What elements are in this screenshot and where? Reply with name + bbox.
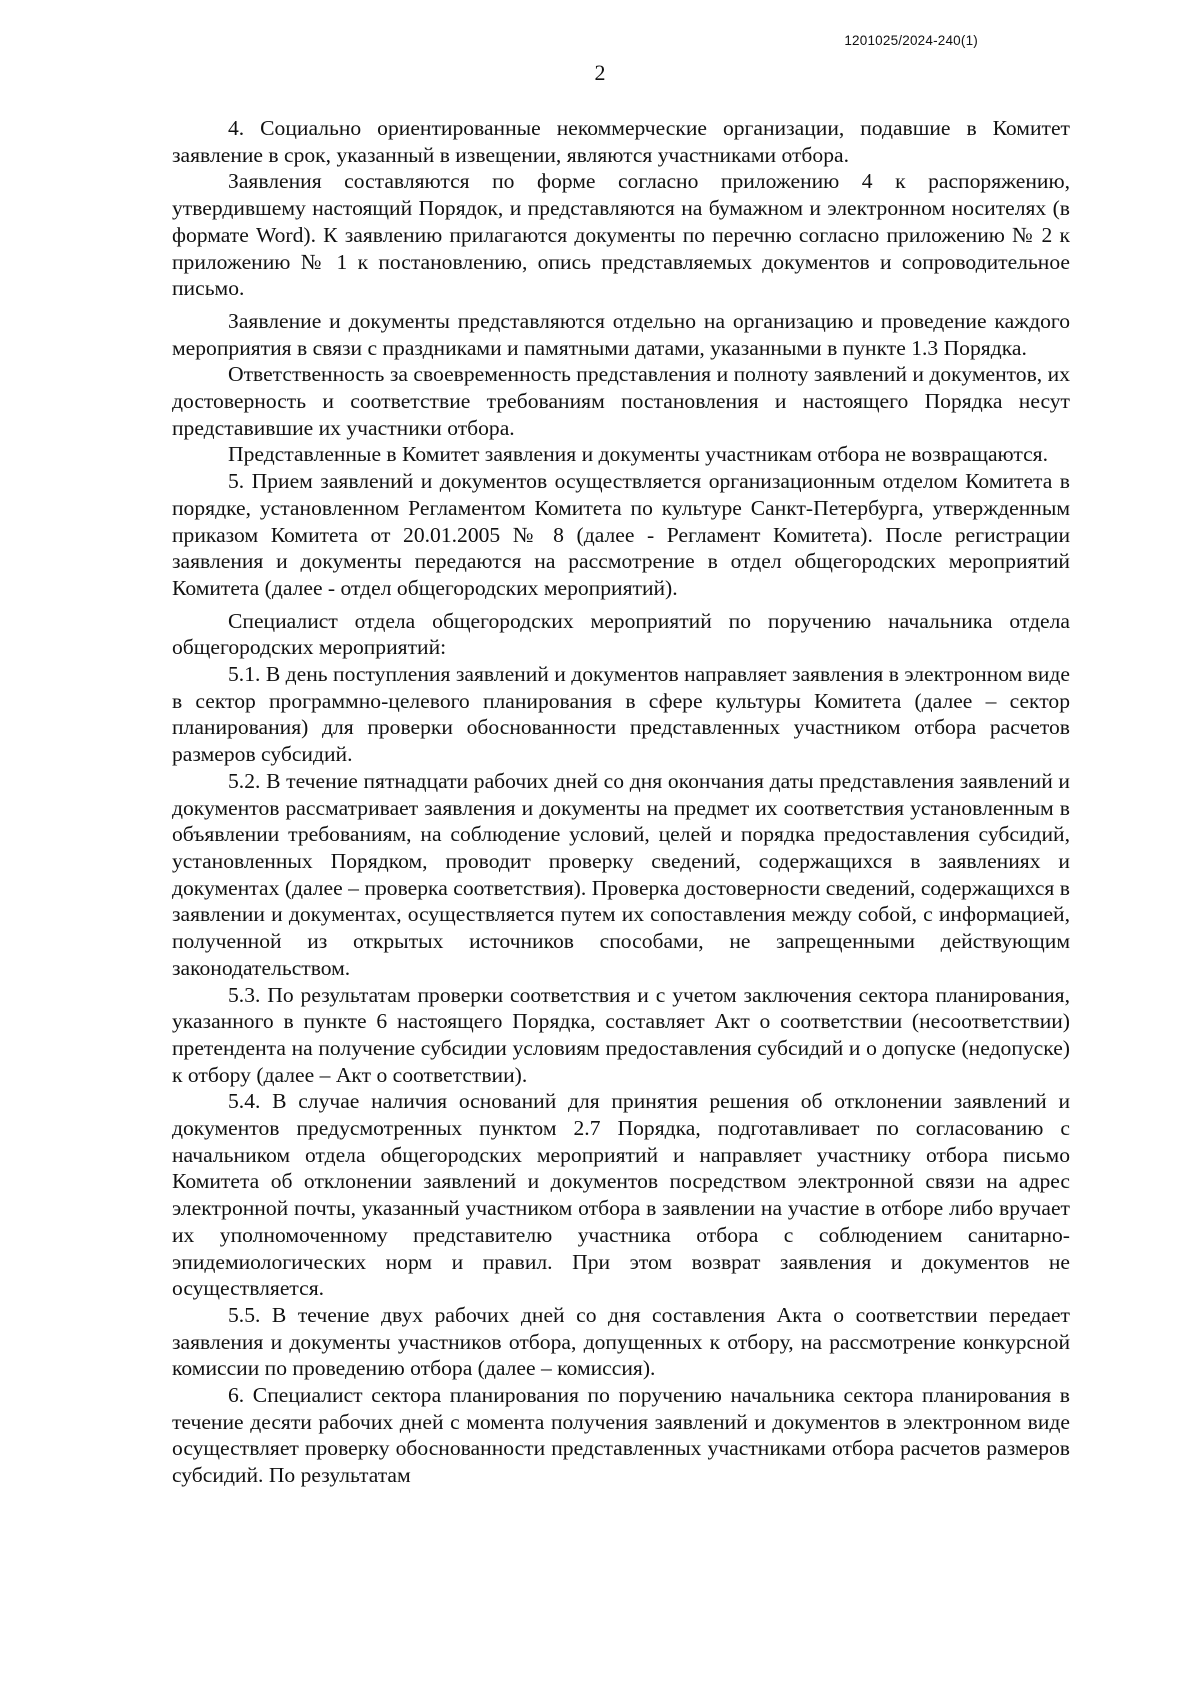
page-number: 2 bbox=[594, 60, 606, 85]
paragraph-5-5: 5.5. В течение двух рабочих дней со дня составления Акта о соответствии передает заявления и документы участников отбора, допущенных к отбору, на рассмотрение конкурсной комиссии по проведению отбора (далее – комиссия). bbox=[172, 1302, 1070, 1381]
paragraph-5-3: 5.3. По результатам проверки соответствия и с учетом заключения сектора планирования, указанного в пункте 6 настоящего Порядка, составляет Акт о соответствии (несоответствии) претендента на получение субсидии условиям предоставления субсидий и о допуске (недопуске) к отбору (далее – Акт о соответствии). bbox=[172, 982, 1070, 1087]
paragraph-4: 4. Социально ориентированные некоммерческие организации, подавшие в Комитет заявление в срок, указанный в извещении, являются участниками отбора. bbox=[172, 116, 1070, 167]
document-body bbox=[172, 115, 1070, 1489]
paragraph-separate-submission: Заявление и документы представляются отдельно на организацию и проведение каждого мероприятия в связи с праздниками и памятными датами, указанными в пункте 1.3 Порядка. bbox=[172, 308, 1070, 360]
paragraph-6: 6. Специалист сектора планирования по поручению начальника сектора планирования в течение десяти рабочих дней с момента получения заявлений и документов в электронном виде осуществляет проверку обоснованности представленных участниками отбора расчетов размеров субсидий. По результатам bbox=[172, 1383, 1070, 1488]
paragraph-5-2: 5.2. В течение пятнадцати рабочих дней со дня окончания даты представления заявлений и документов рассматривает заявления и документы на предмет их соответствия установленным в объявлении требованиям, на соблюдение условий, целей и порядка предоставления субсидий, установленных Порядком, проводит проверку сведений, содержащихся в заявлениях и документах (далее – проверка соответствия). Проверка достоверности сведений, содержащихся в заявлении и документах, осуществляется путем их сопоставления между собой, с информацией, полученной из открытых источников способами, не запрещенными действующим законодательством. bbox=[172, 768, 1070, 980]
paragraph-specialist-duties: Специалист отдела общегородских мероприятий по поручению начальника отдела общегородских мероприятий: bbox=[172, 608, 1070, 660]
paragraph-5: 5. Прием заявлений и документов осуществляется организационным отделом Комитета в порядке, установленном Регламентом Комитета по культуре Санкт-Петербурга, утвержденным приказом Комитета от 20.01.2005 № 8 (далее - Регламент Комитета). После регистрации заявления и документы передаются на рассмотрение в отдел общегородских мероприятий Комитета (далее - отдел общегородских мероприятий). bbox=[172, 469, 1070, 600]
paragraph-application-form: Заявления составляются по форме согласно приложению 4 к распоряжению, утвердившему настоящий Порядок, и представляются на бумажном и электронном носителях (в формате Word). К заявлению прилагаются документы по перечню согласно приложению № 2 к приложению № 1 к постановлению, опись представляемых документов и сопроводительное письмо. bbox=[172, 169, 1070, 301]
document-registration-number: 1201025/2024-240(1) bbox=[844, 33, 978, 48]
paragraph-responsibility: Ответственность за своевременность представления и полноту заявлений и документов, их достоверность и соответствие требованиям постановления и настоящего Порядка несут представившие их участники отбора. bbox=[172, 362, 1070, 440]
paragraph-5-4: 5.4. В случае наличия оснований для принятия решения об отклонении заявлений и документов предусмотренных пунктом 2.7 Порядка, подготавливает по согласованию с начальником отдела общегородских мероприятий и направляет участнику отбора письмо Комитета об отклонении заявлений и документов посредством электронной связи на адрес электронной почты, указанный участником отбора в заявлении на участие в отборе либо вручает их уполномоченному представителю участника отбора с соблюдением санитарно-эпидемиологических норм и правил. При этом возврат заявления и документов не осуществляется. bbox=[172, 1089, 1070, 1301]
paragraph-5-1: 5.1. В день поступления заявлений и документов направляет заявления в электронном виде в сектор программно-целевого планирования в сфере культуры Комитета (далее – сектор планирования) для проверки обоснованности представленных участником отбора расчетов размеров субсидий. bbox=[172, 662, 1070, 767]
paragraph-not-returned: Представленные в Комитет заявления и документы участникам отбора не возвращаются. bbox=[228, 442, 1049, 467]
